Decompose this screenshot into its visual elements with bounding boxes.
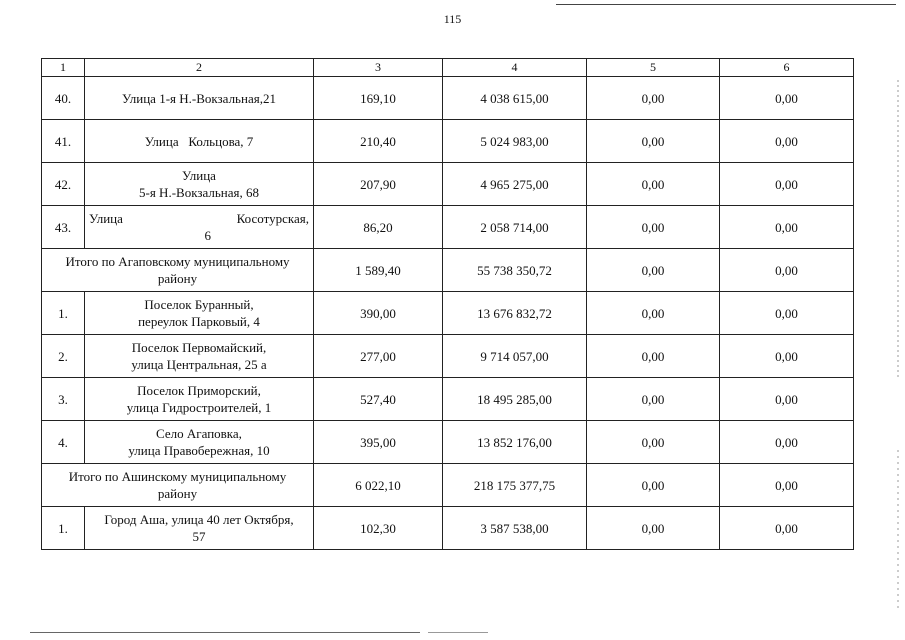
col6-cell: 0,00 — [720, 378, 854, 421]
col6-cell: 0,00 — [720, 163, 854, 206]
area-cell: 210,40 — [314, 120, 443, 163]
subtotal-label: Итого по Ашинскому муниципальному району — [42, 464, 314, 507]
col5-cell: 0,00 — [587, 335, 720, 378]
col6-cell: 0,00 — [720, 464, 854, 507]
table-body — [42, 59, 854, 550]
column-header: 3 — [314, 59, 443, 77]
bottom-rule — [30, 632, 420, 633]
col6-cell: 0,00 — [720, 77, 854, 120]
col5-cell: 0,00 — [587, 77, 720, 120]
table-row — [42, 77, 854, 120]
top-rule — [556, 4, 896, 5]
address-cell: Поселок Первомайский, улица Центральная, 25 а — [85, 335, 314, 378]
table-row — [42, 335, 854, 378]
area-cell: 86,20 — [314, 206, 443, 249]
bottom-rule — [428, 632, 488, 633]
scan-edge-noise — [897, 450, 899, 610]
data-table — [41, 58, 854, 550]
col5-cell: 0,00 — [587, 378, 720, 421]
col5-cell: 0,00 — [587, 206, 720, 249]
area-cell: 395,00 — [314, 421, 443, 464]
col6-cell: 0,00 — [720, 206, 854, 249]
cost-cell: 218 175 377,75 — [443, 464, 587, 507]
cost-cell: 4 038 615,00 — [443, 77, 587, 120]
table-header-row — [42, 59, 854, 77]
address-cell: Город Аша, улица 40 лет Октября, 57 — [85, 507, 314, 550]
col6-cell: 0,00 — [720, 335, 854, 378]
cost-cell: 9 714 057,00 — [443, 335, 587, 378]
col6-cell: 0,00 — [720, 249, 854, 292]
cost-cell: 55 738 350,72 — [443, 249, 587, 292]
cost-cell: 2 058 714,00 — [443, 206, 587, 249]
area-cell: 207,90 — [314, 163, 443, 206]
table-row — [42, 163, 854, 206]
cost-cell: 4 965 275,00 — [443, 163, 587, 206]
col6-cell: 0,00 — [720, 507, 854, 550]
col6-cell: 0,00 — [720, 120, 854, 163]
table-row — [42, 120, 854, 163]
col5-cell: 0,00 — [587, 292, 720, 335]
col6-cell: 0,00 — [720, 292, 854, 335]
row-number: 41. — [42, 120, 85, 163]
column-header: 1 — [42, 59, 85, 77]
table-row — [42, 421, 854, 464]
address-cell: Улица 5-я Н.-Вокзальная, 68 — [85, 163, 314, 206]
area-cell: 169,10 — [314, 77, 443, 120]
address-cell: Улица 1-я Н.-Вокзальная,21 — [85, 77, 314, 120]
row-number: 1. — [42, 292, 85, 335]
col5-cell: 0,00 — [587, 464, 720, 507]
col5-cell: 0,00 — [587, 120, 720, 163]
col5-cell: 0,00 — [587, 507, 720, 550]
scan-edge-noise — [897, 80, 899, 380]
address-part: Улица — [89, 211, 123, 226]
table-row — [42, 206, 854, 249]
column-header: 6 — [720, 59, 854, 77]
address-cell: Поселок Буранный, переулок Парковый, 4 — [85, 292, 314, 335]
row-number: 43. — [42, 206, 85, 249]
table-row — [42, 292, 854, 335]
row-number: 1. — [42, 507, 85, 550]
col5-cell: 0,00 — [587, 249, 720, 292]
subtotal-label: Итого по Агаповскому муниципальному району — [42, 249, 314, 292]
page-number: 115 — [443, 12, 462, 26]
row-number: 40. — [42, 77, 85, 120]
column-header: 5 — [587, 59, 720, 77]
address-cell — [85, 206, 314, 249]
address-cell: Поселок Приморский, улица Гидростроителей, 1 — [85, 378, 314, 421]
address-cell: Улица Кольцова, 7 — [85, 120, 314, 163]
column-header: 4 — [443, 59, 587, 77]
table-row — [42, 507, 854, 550]
cost-cell: 3 587 538,00 — [443, 507, 587, 550]
address-cell: Село Агаповка, улица Правобережная, 10 — [85, 421, 314, 464]
row-number: 42. — [42, 163, 85, 206]
area-cell: 102,30 — [314, 507, 443, 550]
col5-cell: 0,00 — [587, 421, 720, 464]
row-number: 4. — [42, 421, 85, 464]
row-number: 2. — [42, 335, 85, 378]
area-cell: 527,40 — [314, 378, 443, 421]
cost-cell: 18 495 285,00 — [443, 378, 587, 421]
area-cell: 390,00 — [314, 292, 443, 335]
col6-cell: 0,00 — [720, 421, 854, 464]
cost-cell: 13 676 832,72 — [443, 292, 587, 335]
cost-cell: 13 852 176,00 — [443, 421, 587, 464]
address-part: 6 — [204, 228, 211, 243]
table-row — [42, 378, 854, 421]
row-number: 3. — [42, 378, 85, 421]
cost-cell: 5 024 983,00 — [443, 120, 587, 163]
area-cell: 277,00 — [314, 335, 443, 378]
column-header: 2 — [85, 59, 314, 77]
area-cell: 6 022,10 — [314, 464, 443, 507]
col5-cell: 0,00 — [587, 163, 720, 206]
subtotal-row — [42, 249, 854, 292]
subtotal-row — [42, 464, 854, 507]
area-cell: 1 589,40 — [314, 249, 443, 292]
address-line — [89, 210, 309, 227]
address-part: Косотурская, — [236, 211, 309, 226]
